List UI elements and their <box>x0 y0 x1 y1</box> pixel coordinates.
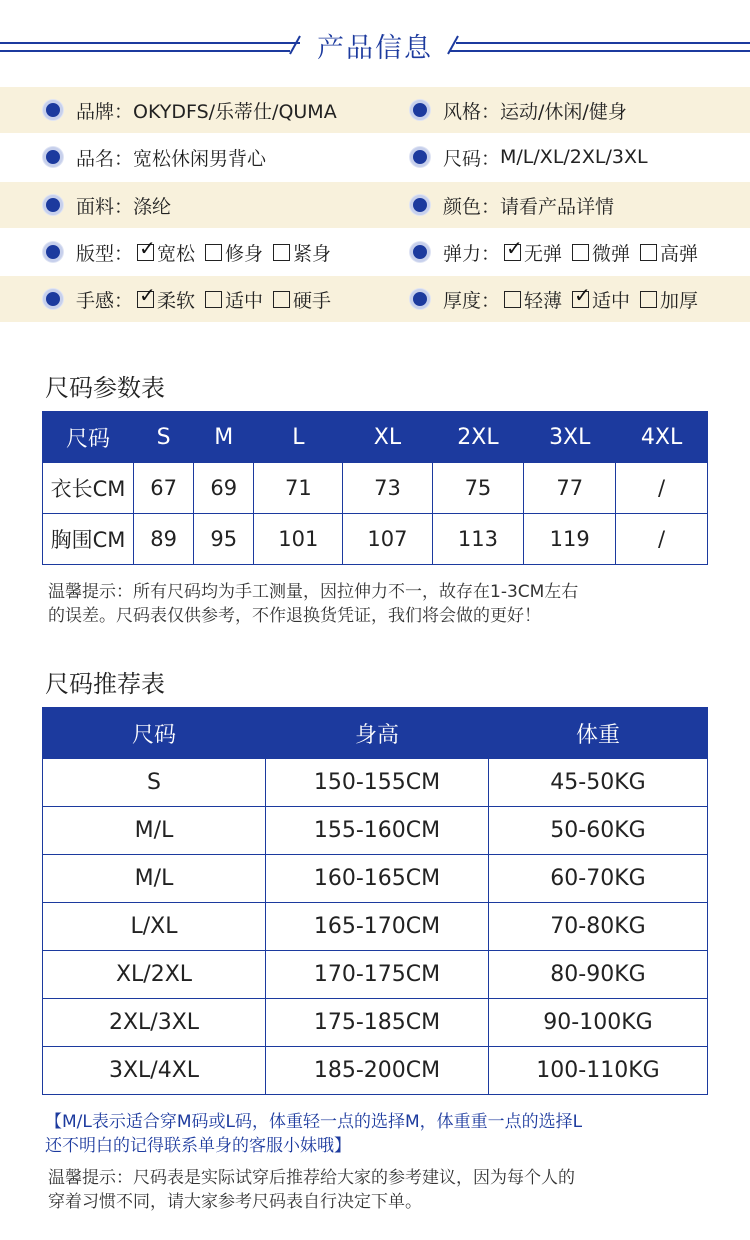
table-cell: 75 <box>432 463 524 514</box>
table-cell: 胸围CM <box>43 514 134 565</box>
bullet-icon <box>43 242 63 262</box>
table-header-cell: S <box>134 412 194 463</box>
info-value: OKYDFS/乐蒂仕/QUMA <box>133 100 337 123</box>
table-header-row <box>43 412 708 463</box>
header-rule-right-2 <box>450 50 750 52</box>
table-row <box>43 514 708 565</box>
table-header-cell: 3XL <box>524 412 616 463</box>
table-cell: 170-175CM <box>266 951 489 999</box>
option-label: 版型： <box>76 242 134 265</box>
info-label: 面料： <box>76 195 134 218</box>
note-line: 温馨提示：所有尺码均为手工测量，因拉伸力不一，故存在1-3CM左右 <box>48 582 579 602</box>
info-label: 颜色： <box>443 195 501 218</box>
option-text: 适中 <box>225 289 264 312</box>
table-header-cell: 尺码 <box>43 412 134 463</box>
table-cell: 50-60KG <box>489 807 708 855</box>
option-label: 手感： <box>76 289 134 312</box>
header-rule-left-2 <box>0 50 290 52</box>
table-cell: / <box>616 514 708 565</box>
table-row <box>43 1047 708 1095</box>
table-cell: 160-165CM <box>266 855 489 903</box>
size-explanation <box>45 1110 582 1158</box>
checkbox[interactable] <box>640 291 657 308</box>
bullet-icon <box>43 147 63 167</box>
table-header-cell: 身高 <box>266 708 489 759</box>
table-header-cell: XL <box>343 412 432 463</box>
checkbox[interactable] <box>504 291 521 308</box>
bullet-icon <box>410 195 430 215</box>
info-label: 品名： <box>76 147 134 170</box>
table-header-cell: 体重 <box>489 708 708 759</box>
rec-table-title: 尺码推荐表 <box>45 670 165 698</box>
table-cell: 119 <box>524 514 616 565</box>
table-cell: S <box>43 759 266 807</box>
info-value: 涤纶 <box>133 195 172 218</box>
bullet-icon <box>410 242 430 262</box>
size-table-title: 尺码参数表 <box>45 374 165 402</box>
table-cell: 95 <box>194 514 254 565</box>
info-value: 宽松休闲男背心 <box>133 147 267 170</box>
option-text: 微弹 <box>592 242 631 265</box>
checkbox[interactable] <box>205 291 222 308</box>
table-cell: M/L <box>43 807 266 855</box>
info-value: 运动/休闲/健身 <box>500 100 627 123</box>
info-label: 风格： <box>443 100 501 123</box>
table-cell: 70-80KG <box>489 903 708 951</box>
bullet-icon <box>43 100 63 120</box>
table-row <box>43 903 708 951</box>
info-row-fabric <box>0 182 750 228</box>
table-cell: 175-185CM <box>266 999 489 1047</box>
checkbox[interactable] <box>205 244 222 261</box>
option-text: 修身 <box>225 242 264 265</box>
table-cell: 107 <box>343 514 432 565</box>
table-cell: 185-200CM <box>266 1047 489 1095</box>
checkbox-checked[interactable] <box>504 235 523 261</box>
check-icon: ✓ <box>574 282 591 307</box>
table-cell: 71 <box>254 463 343 514</box>
table-cell: 89 <box>134 514 194 565</box>
bullet-icon <box>410 147 430 167</box>
table-row <box>43 807 708 855</box>
table-cell: / <box>616 463 708 514</box>
option-text: 加厚 <box>660 289 699 312</box>
table-cell: XL/2XL <box>43 951 266 999</box>
option-text: 硬手 <box>293 289 332 312</box>
table-row <box>43 999 708 1047</box>
header-slash-right <box>442 34 462 56</box>
note-line: 温馨提示：尺码表是实际试穿后推荐给大家的参考建议，因为每个人的 <box>48 1168 575 1188</box>
option-label: 厚度： <box>443 289 501 312</box>
size-table <box>42 411 708 565</box>
rec-table <box>42 707 708 1095</box>
option-text: 宽松 <box>157 242 196 265</box>
table-cell: M/L <box>43 855 266 903</box>
table-cell: 60-70KG <box>489 855 708 903</box>
table-cell: 165-170CM <box>266 903 489 951</box>
bullet-icon <box>43 289 63 309</box>
note-line: 的误差。尺码表仅供参考，不作退换货凭证，我们将会做的更好！ <box>48 606 541 626</box>
table-cell: 150-155CM <box>266 759 489 807</box>
checkbox[interactable] <box>273 291 290 308</box>
check-icon: ✓ <box>506 235 523 260</box>
checkbox[interactable] <box>273 244 290 261</box>
option-text: 无弹 <box>524 242 563 265</box>
option-text: 高弹 <box>660 242 699 265</box>
table-cell: 100-110KG <box>489 1047 708 1095</box>
option-text: 紧身 <box>293 242 332 265</box>
table-cell: 77 <box>524 463 616 514</box>
table-header-cell: M <box>194 412 254 463</box>
checkbox[interactable] <box>572 244 589 261</box>
table-header-cell: L <box>254 412 343 463</box>
size-table-note <box>48 580 578 628</box>
table-cell: 3XL/4XL <box>43 1047 266 1095</box>
table-cell: 113 <box>432 514 524 565</box>
option-row-fit <box>0 229 750 275</box>
note-line: 穿着习惯不同，请大家参考尺码表自行决定下单。 <box>48 1192 422 1212</box>
table-cell: 69 <box>194 463 254 514</box>
info-label: 品牌： <box>76 100 134 123</box>
bullet-icon <box>410 100 430 120</box>
table-cell: 101 <box>254 514 343 565</box>
table-cell: L/XL <box>43 903 266 951</box>
header-title: 产品信息 <box>317 33 433 64</box>
option-label: 弹力： <box>443 242 501 265</box>
checkbox[interactable] <box>640 244 657 261</box>
table-row <box>43 951 708 999</box>
table-cell: 45-50KG <box>489 759 708 807</box>
check-icon: ✓ <box>139 235 156 260</box>
option-text: 轻薄 <box>524 289 563 312</box>
info-row-name <box>0 134 750 180</box>
table-cell: 衣长CM <box>43 463 134 514</box>
header-rule-right <box>456 42 750 44</box>
note-line: 【M/L表示适合穿M码或L码，体重轻一点的选择M，体重重一点的选择L <box>45 1112 583 1132</box>
bullet-icon <box>43 195 63 215</box>
table-cell: 90-100KG <box>489 999 708 1047</box>
table-cell: 73 <box>343 463 432 514</box>
checkbox-checked[interactable] <box>572 282 591 308</box>
info-row-brand <box>0 87 750 133</box>
info-label: 尺码： <box>443 147 501 170</box>
check-icon: ✓ <box>139 282 156 307</box>
info-value: 请看产品详情 <box>500 195 615 218</box>
table-row <box>43 855 708 903</box>
table-cell: 2XL/3XL <box>43 999 266 1047</box>
rec-table-note <box>48 1166 575 1214</box>
table-header-row <box>43 708 708 759</box>
option-text: 柔软 <box>157 289 196 312</box>
table-header-cell: 尺码 <box>43 708 266 759</box>
option-text: 适中 <box>592 289 631 312</box>
note-line: 还不明白的记得联系单身的客服小妹哦】 <box>45 1136 351 1156</box>
header-rule-left <box>0 42 300 44</box>
option-row-feel <box>0 276 750 322</box>
table-row <box>43 463 708 514</box>
table-cell: 67 <box>134 463 194 514</box>
table-cell: 80-90KG <box>489 951 708 999</box>
bullet-icon <box>410 289 430 309</box>
table-header-cell: 4XL <box>616 412 708 463</box>
table-row <box>43 759 708 807</box>
info-value: M/L/XL/2XL/3XL <box>500 146 648 168</box>
table-cell: 155-160CM <box>266 807 489 855</box>
checkbox-checked[interactable] <box>137 235 156 261</box>
table-header-cell: 2XL <box>432 412 524 463</box>
checkbox-checked[interactable] <box>137 282 156 308</box>
